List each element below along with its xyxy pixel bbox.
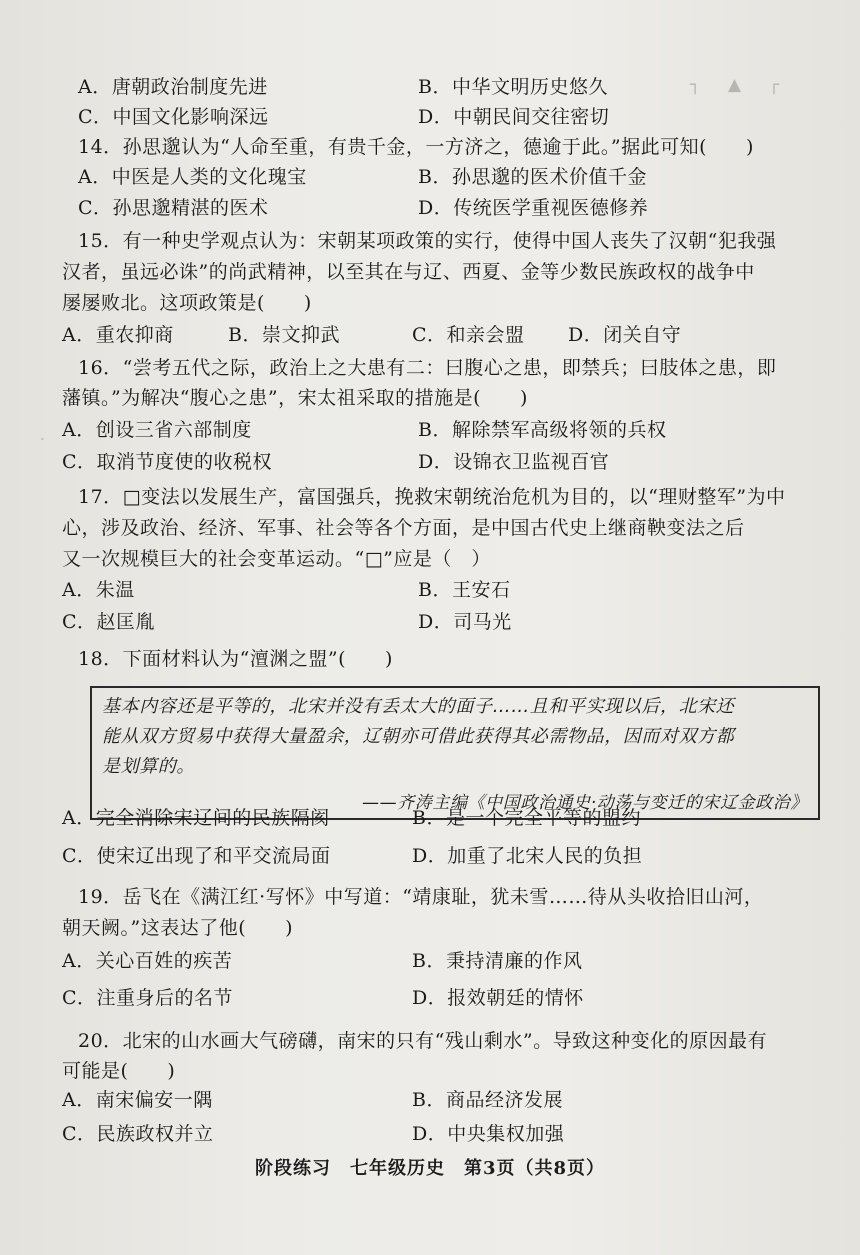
- q19-stem-line-2: 朝天阙。”这表达了他( ): [62, 917, 294, 939]
- q20-stem-line-2: 可能是( ): [62, 1060, 176, 1082]
- bleed-through-text: ·: [40, 430, 45, 448]
- q16-stem-line-2: 藩镇。”为解决“腹心之患”，宋太祖采取的措施是( ): [62, 387, 528, 409]
- q15-stem-line-2: 汉者，虽远必诛”的尚武精神，以至其在与辽、西夏、金等少数民族政权的战争中: [62, 261, 755, 283]
- q17-stem-line-2: 心，涉及政治、经济、军事、社会等各个方面，是中国古代史上继商鞅变法之后: [62, 517, 745, 539]
- q15-stem-line-1: 15．有一种史学观点认为：宋朝某项政策的实行，使得中国人丧失了汉朝“犯我强: [78, 230, 777, 252]
- q16-option-c: C．取消节度使的收税权: [62, 451, 273, 473]
- q19-option-c: C．注重身后的名节: [62, 987, 234, 1009]
- q13-option-b: B．中华文明历史悠久: [418, 76, 608, 98]
- q18-quote-line-1: 基本内容还是平等的，北宋并没有丢太大的面子……且和平实现以后，北宋还: [102, 696, 735, 717]
- q18-quote-source: ——齐涛主编《中国政治通史·动荡与变迁的宋辽金政治》: [361, 793, 808, 813]
- q13-option-c: C．中国文化影响深远: [78, 106, 269, 128]
- q15-option-d: D．闭关自守: [568, 324, 682, 346]
- q20-option-b: B．商品经济发展: [412, 1089, 563, 1111]
- q13-option-a: A．唐朝政治制度先进: [78, 76, 268, 98]
- q16-option-a: A．创设三省六部制度: [62, 419, 252, 441]
- q17-option-c: C．赵匡胤: [62, 611, 156, 633]
- q14-option-d: D．传统医学重视医德修养: [418, 197, 649, 219]
- q14-option-a: A．中医是人类的文化瑰宝: [78, 166, 307, 188]
- q18-option-d: D．加重了北宋人民的负担: [412, 845, 643, 867]
- q18-option-a: A．完全消除宋辽间的民族隔阂: [62, 807, 330, 829]
- bleed-through-text: ┐ ▲ ┌: [690, 75, 780, 95]
- q17-option-a: A．朱温: [62, 579, 135, 601]
- q17-option-b: B．王安石: [418, 579, 511, 601]
- q18-option-c: C．使宋辽出现了和平交流局面: [62, 845, 331, 867]
- q18-source-material: [90, 686, 820, 820]
- q15-stem-line-3: 屡屡败北。这项政策是( ): [62, 292, 312, 314]
- q13-option-d: D．中朝民间交往密切: [418, 106, 610, 128]
- page-footer: 阶段练习 七年级历史 第3页（共8页）: [254, 1158, 606, 1179]
- q16-option-d: D．设锦衣卫监视百官: [418, 451, 610, 473]
- q20-option-c: C．民族政权并立: [62, 1123, 214, 1145]
- q15-option-b: B．崇文抑武: [228, 324, 340, 346]
- q18-option-b: B．是一个完全平等的盟约: [412, 807, 641, 829]
- q14-stem: 14．孙思邈认为“人命至重，有贵千金，一方济之，德逾于此。”据此可知( ): [78, 136, 754, 158]
- q20-option-d: D．中央集权加强: [412, 1123, 565, 1145]
- q20-stem-line-1: 20．北宋的山水画大气磅礴，南宋的只有“残山剩水”。导致这种变化的原因最有: [78, 1030, 768, 1052]
- q18-quote-line-2: 能从双方贸易中获得大量盈余，辽朝亦可借此获得其必需物品，因而对双方都: [102, 726, 735, 747]
- q19-option-b: B．秉持清廉的作风: [412, 950, 583, 972]
- q20-option-a: A．南宋偏安一隅: [62, 1089, 213, 1111]
- q16-option-b: B．解除禁军高级将领的兵权: [418, 419, 667, 441]
- q17-stem-line-3: 又一次规模巨大的社会变革运动。“□”应是（ ）: [62, 548, 491, 570]
- q19-option-a: A．关心百姓的疾苦: [62, 950, 233, 972]
- q16-stem-line-1: 16．“尝考五代之际，政治上之大患有二：曰腹心之患，即禁兵；曰肢体之患，即: [78, 357, 777, 379]
- q18-quote-line-3: 是划算的。: [102, 756, 195, 777]
- q15-option-a: A．重农抑商: [62, 324, 174, 346]
- q17-option-d: D．司马光: [418, 611, 512, 633]
- q17-stem-line-1: 17．□变法以发展生产，富国强兵，挽救宋朝统治危机为目的，以“理财整军”为中: [78, 486, 786, 508]
- q18-stem: 18．下面材料认为“澶渊之盟”( ): [78, 648, 393, 670]
- q19-stem-line-1: 19．岳飞在《满江红·写怀》中写道：“靖康耻，犹未雪……待从头收拾旧山河，: [78, 886, 764, 908]
- q14-option-c: C．孙思邈精湛的医术: [78, 197, 269, 219]
- q14-option-b: B．孙思邈的医术价值千金: [418, 166, 647, 188]
- q15-option-c: C．和亲会盟: [412, 324, 525, 346]
- q19-option-d: D．报效朝廷的情怀: [412, 987, 584, 1009]
